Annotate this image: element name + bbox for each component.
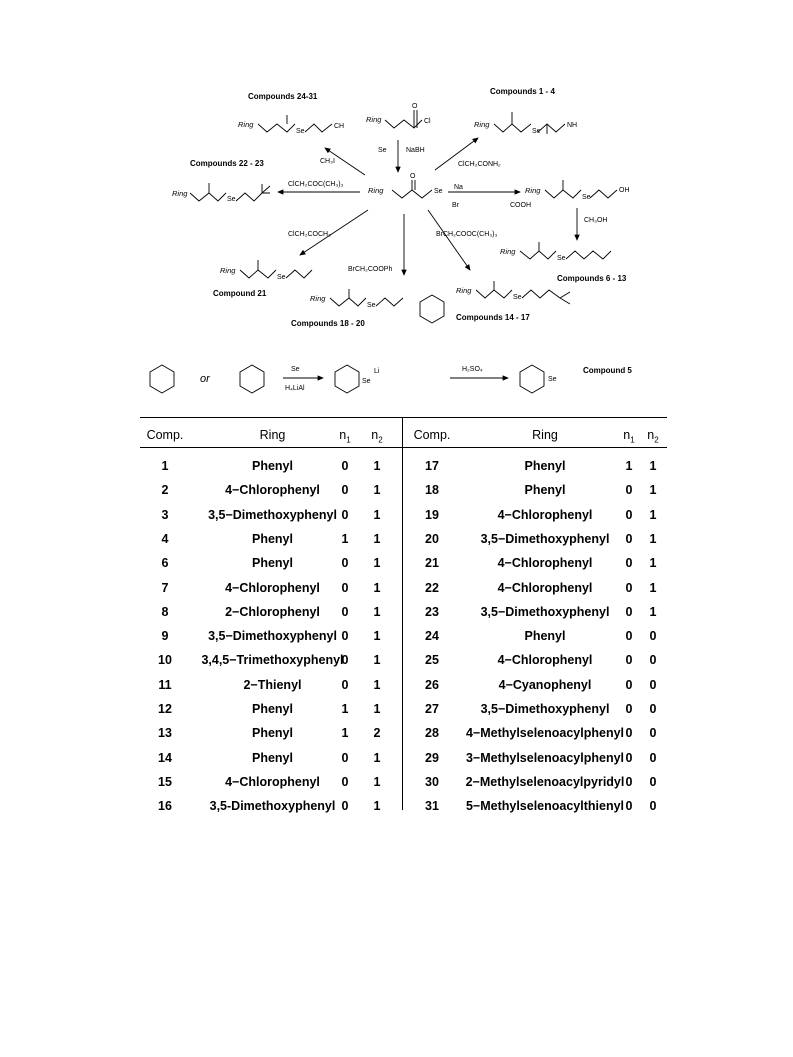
table-row — [140, 697, 667, 721]
label-compounds-14-17: Compounds 14 - 17 — [456, 313, 530, 322]
cell-comp-right: 24 — [425, 629, 439, 644]
reagent-cooh: COOH — [510, 202, 531, 209]
table-row — [140, 478, 667, 502]
cell-n2: 2 — [373, 726, 381, 741]
atom-ch3-24-31: CH — [334, 123, 345, 130]
cell-comp-right: 27 — [425, 702, 439, 716]
atom-se-compound-5: Se — [548, 376, 557, 383]
ring-label-acid: Ring — [525, 186, 541, 195]
atom-na: Na — [454, 184, 463, 191]
cell-ring: Phenyl — [252, 702, 293, 716]
cell-comp-right: 25 — [425, 653, 439, 668]
atom-cl-start: Cl — [424, 118, 431, 125]
cell-ring-right: Phenyl — [524, 459, 566, 473]
cell-n1: 0 — [341, 629, 349, 644]
cell-n2-right: 1 — [649, 507, 657, 522]
cell-ring: 3,5−Dimethoxyphenyl — [208, 629, 337, 644]
cell-n1: 0 — [341, 580, 349, 595]
table-row — [140, 746, 667, 770]
header-comp-right: Comp. — [413, 428, 451, 442]
cell-n1: 0 — [341, 459, 349, 473]
cell-ring: 4−Chlorophenyl — [225, 774, 320, 789]
cell-n2-right: 0 — [649, 677, 657, 692]
table-row — [140, 503, 667, 527]
table-row — [140, 648, 667, 672]
cell-n2-right: 0 — [649, 702, 657, 716]
cell-n2: 1 — [373, 580, 381, 595]
cell-comp: 4 — [161, 531, 169, 546]
cell-n1-right: 0 — [625, 702, 633, 716]
cell-comp: 15 — [158, 774, 172, 789]
ring-label-14-17: Ring — [456, 286, 472, 295]
cell-comp: 10 — [158, 653, 172, 668]
cell-ring-right: 4−Chlorophenyl — [497, 507, 593, 522]
cell-ring-right: 4−Chlorophenyl — [497, 580, 593, 595]
atom-o-start: O — [412, 103, 418, 110]
cell-n2-right: 0 — [649, 799, 657, 814]
label-compounds-1-4: Compounds 1 - 4 — [490, 87, 555, 96]
cell-n2: 1 — [373, 556, 381, 571]
cell-ring-right: 3,5−Dimethoxyphenyl — [480, 531, 610, 546]
table-rule-top — [140, 417, 667, 418]
table-row — [140, 551, 667, 575]
cell-ring: 2−Thienyl — [243, 677, 302, 692]
cell-n2: 1 — [373, 507, 381, 522]
cell-n2: 1 — [373, 531, 381, 546]
cell-n2-right: 0 — [649, 750, 657, 765]
atom-se-18-20: Se — [367, 302, 376, 309]
atom-se-14-17: Se — [513, 294, 522, 301]
cell-comp-right: 20 — [425, 531, 439, 546]
header-n2-right: $n_2$ — [647, 428, 659, 445]
table-header — [140, 423, 667, 447]
cell-n1-right: 0 — [625, 604, 633, 619]
ring-label-6-13: Ring — [500, 247, 516, 256]
cell-comp: 13 — [158, 726, 172, 741]
atom-se-li: Se — [362, 378, 371, 385]
cell-n1-right: 0 — [625, 677, 633, 692]
cell-ring: 3,5-Dimethoxyphenyl — [209, 799, 336, 814]
header-n1: $n_1$ — [339, 428, 351, 445]
cell-ring-right: Phenyl — [524, 629, 566, 644]
cell-n1-right: 1 — [625, 459, 633, 473]
cell-ring-right: 5−Methylselenoacylthienyl — [465, 799, 625, 814]
atom-o-central: O — [410, 173, 416, 180]
cell-n2: 1 — [373, 677, 381, 692]
cell-ring: 4−Chlorophenyl — [225, 483, 320, 498]
cell-n2-right: 0 — [649, 726, 657, 741]
cell-n2: 1 — [373, 702, 381, 716]
cell-comp: 11 — [158, 677, 172, 692]
table-rule-header — [140, 447, 667, 448]
cell-n1: 0 — [341, 774, 349, 789]
ring-label-22-23: Ring — [172, 189, 188, 198]
cell-n1: 0 — [341, 653, 349, 668]
table-row — [140, 673, 667, 697]
cell-comp: 7 — [161, 580, 169, 595]
reagent-clch2coc: ClCH₂COC(CH₃)₃ — [288, 181, 344, 188]
cell-ring-right: 3,5−Dimethoxyphenyl — [480, 604, 610, 619]
cell-n2-right: 1 — [649, 531, 657, 546]
table-row — [140, 454, 667, 478]
atom-se-24-31: Se — [296, 128, 305, 135]
cell-n1-right: 0 — [625, 507, 633, 522]
cell-n1-right: 0 — [625, 799, 633, 814]
ring-label-1-4: Ring — [474, 120, 490, 129]
cell-comp-right: 18 — [425, 483, 439, 498]
cell-n1-right: 0 — [625, 653, 633, 668]
cell-n1: 0 — [341, 799, 349, 814]
cell-ring: 4−Chlorophenyl — [225, 580, 320, 595]
atom-se-22-23: Se — [227, 196, 236, 203]
cell-ring-right: 4−Chlorophenyl — [497, 556, 593, 571]
reagent-brch2cooph: BrCH₂COOPh — [348, 266, 393, 273]
cell-n1: 1 — [341, 726, 349, 741]
cell-n2-right: 1 — [649, 604, 657, 619]
cell-comp-right: 22 — [425, 580, 439, 595]
cell-comp: 12 — [158, 702, 172, 716]
atom-se-21: Se — [277, 274, 286, 281]
cell-n1-right: 0 — [625, 629, 633, 644]
cell-comp: 1 — [161, 459, 169, 473]
cell-n1: 0 — [341, 604, 349, 619]
reagent-nabh4: NaBH — [406, 147, 425, 154]
cell-n2: 1 — [373, 604, 381, 619]
cell-n1: 0 — [341, 483, 349, 498]
cell-comp-right: 19 — [425, 507, 439, 522]
cell-n1-right: 0 — [625, 750, 633, 765]
cell-n1: 0 — [341, 750, 349, 765]
header-n1-right: $n_1$ — [623, 428, 635, 445]
cell-n2-right: 0 — [649, 774, 657, 789]
cell-ring: 3,5−Dimethoxyphenyl — [208, 507, 337, 522]
cell-comp-right: 31 — [425, 799, 439, 814]
cell-ring: Phenyl — [252, 750, 293, 765]
cell-comp-right: 26 — [425, 677, 439, 692]
atom-li: Li — [374, 368, 380, 375]
cell-n2: 1 — [373, 459, 381, 473]
reagent-se-bottom: Se — [291, 366, 300, 373]
cell-comp: 16 — [158, 799, 172, 814]
cell-n1: 1 — [341, 531, 349, 546]
cell-n1-right: 0 — [625, 556, 633, 571]
cell-ring: Phenyl — [252, 531, 293, 546]
ring-label-central: Ring — [368, 186, 384, 195]
cell-n1: 0 — [341, 556, 349, 571]
cell-comp: 2 — [161, 483, 169, 498]
label-compound-21: Compound 21 — [213, 289, 267, 298]
reagent-h4lial: H₄LiAl — [285, 385, 305, 392]
reagent-ch3oh: CH₃OH — [584, 217, 608, 224]
cell-comp: 6 — [161, 556, 169, 571]
reagent-br: Br — [452, 202, 459, 209]
cell-n2-right: 1 — [649, 459, 657, 473]
label-compounds-6-13: Compounds 6 - 13 — [557, 274, 627, 283]
atom-se-6-13: Se — [557, 255, 566, 262]
atom-nh2: NH — [567, 122, 578, 129]
cell-comp-right: 17 — [425, 459, 439, 473]
synthesis-scheme — [0, 0, 793, 415]
table-row — [140, 794, 667, 818]
table-row — [140, 624, 667, 648]
reagent-ch3i: CH₃I — [320, 158, 335, 165]
cell-ring-right: 3,5−Dimethoxyphenyl — [480, 702, 610, 716]
cell-ring-right: Phenyl — [524, 483, 566, 498]
atom-se-acid: Se — [582, 194, 591, 201]
table-row — [140, 721, 667, 745]
label-compound-5: Compound 5 — [583, 366, 632, 375]
cell-n2-right: 1 — [649, 556, 657, 571]
atom-oh: OH — [619, 187, 630, 194]
cell-comp: 14 — [158, 750, 172, 765]
reagent-h2so4: H₂SO₄ — [462, 366, 483, 373]
ring-label-18-20: Ring — [310, 294, 326, 303]
header-ring-right: Ring — [532, 428, 558, 442]
cell-n1: 1 — [341, 702, 349, 716]
cell-ring: Phenyl — [252, 459, 293, 473]
label-compounds-18-20: Compounds 18 - 20 — [291, 319, 365, 328]
cell-ring-right: 2−Methylselenoacylpyridyl — [465, 774, 625, 789]
cell-n2-right: 1 — [649, 580, 657, 595]
table-row — [140, 576, 667, 600]
reagent-se: Se — [378, 147, 387, 154]
cell-comp-right: 28 — [425, 726, 439, 741]
label-compounds-22-23: Compounds 22 - 23 — [190, 159, 264, 168]
cell-n2: 1 — [373, 653, 381, 668]
ring-label-24-31: Ring — [238, 120, 254, 129]
cell-ring-right: 4−Cyanophenyl — [498, 677, 592, 692]
cell-n1: 0 — [341, 677, 349, 692]
ring-label-21: Ring — [220, 266, 236, 275]
cell-n2: 1 — [373, 629, 381, 644]
cell-ring-right: 3−Methylselenoacylphenyl — [465, 750, 625, 765]
cell-n2: 1 — [373, 799, 381, 814]
cell-comp: 8 — [161, 604, 169, 619]
cell-ring: Phenyl — [252, 726, 293, 741]
header-ring: Ring — [259, 428, 286, 442]
reagent-clch2coch3: ClCH₂COCH₃ — [288, 231, 331, 238]
atom-se-central: Se — [434, 188, 443, 195]
cell-comp-right: 30 — [425, 774, 439, 789]
label-compounds-24-31: Compounds 24-31 — [248, 92, 318, 101]
cell-n1-right: 0 — [625, 531, 633, 546]
cell-n1-right: 0 — [625, 580, 633, 595]
cell-n2: 1 — [373, 750, 381, 765]
cell-comp-right: 21 — [425, 556, 439, 571]
cell-n2-right: 0 — [649, 653, 657, 668]
cell-n2: 1 — [373, 774, 381, 789]
atom-se-1-4: Se — [532, 128, 541, 135]
cell-ring-right: 4−Chlorophenyl — [497, 653, 593, 668]
cell-ring: Phenyl — [252, 556, 293, 571]
cell-n1-right: 0 — [625, 726, 633, 741]
cell-n1: 0 — [341, 507, 349, 522]
cell-n2: 1 — [373, 483, 381, 498]
table-row — [140, 527, 667, 551]
cell-comp-right: 29 — [425, 750, 439, 765]
cell-ring-right: 4−Methylselenoacylphenyl — [465, 726, 625, 741]
table-row — [140, 770, 667, 794]
header-comp: Comp. — [146, 428, 184, 442]
cell-ring: 3,4,5−Trimethoxyphenyl — [201, 653, 344, 668]
header-n2: $n_2$ — [371, 428, 383, 445]
table-row — [140, 600, 667, 624]
reagent-clch2conh2: ClCH₂CONH₂ — [458, 161, 501, 168]
cell-n1-right: 0 — [625, 483, 633, 498]
cell-ring: 2−Chlorophenyl — [225, 604, 320, 619]
cell-comp: 9 — [161, 629, 169, 644]
cell-comp-right: 23 — [425, 604, 439, 619]
cell-n1-right: 0 — [625, 774, 633, 789]
ring-label-start: Ring — [366, 115, 382, 124]
cell-n2-right: 1 — [649, 483, 657, 498]
cell-n2-right: 0 — [649, 629, 657, 644]
reagent-brch2cooc: BrCH₂COOC(CH₃)₃ — [436, 231, 498, 238]
text-or: or — [200, 373, 210, 385]
cell-comp: 3 — [161, 507, 169, 522]
